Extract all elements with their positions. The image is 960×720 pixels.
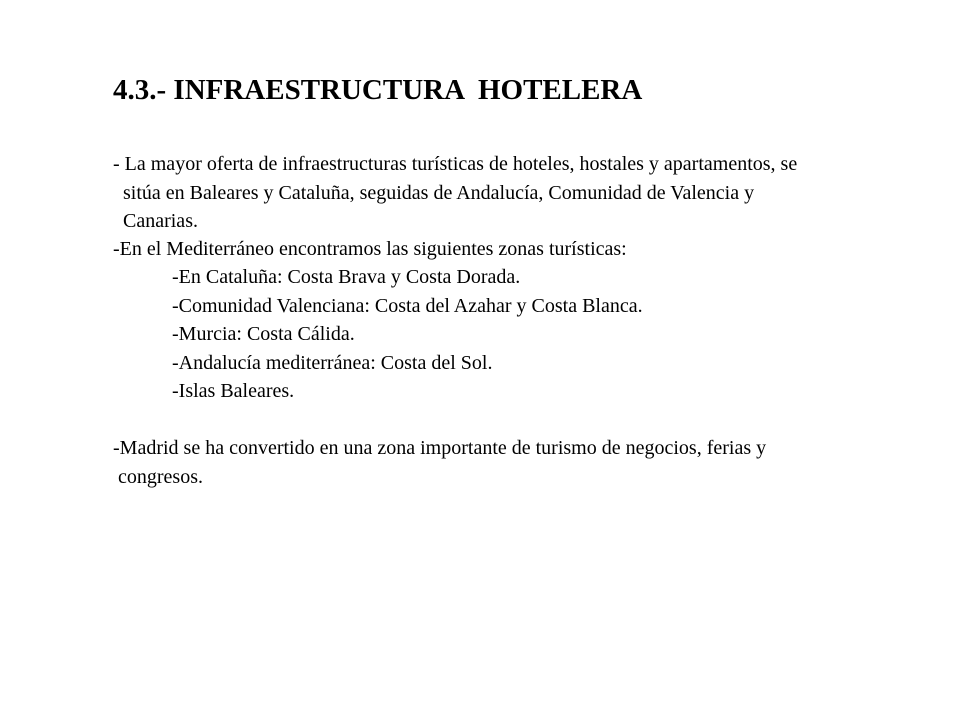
- paragraph-line: - La mayor oferta de infraestructuras turísticas de hoteles, hostales y apartamentos, se: [113, 153, 798, 175]
- zone-item: -Andalucía mediterránea: Costa del Sol.: [172, 352, 493, 374]
- paragraph-line: -Madrid se ha convertido en una zona importante de turismo de negocios, ferias y: [113, 437, 767, 459]
- paragraph-line: sitúa en Baleares y Cataluña, seguidas de Andalucía, Comunidad de Valencia y: [123, 182, 755, 204]
- zone-item: -Comunidad Valenciana: Costa del Azahar y Costa Blanca.: [172, 295, 643, 317]
- slide-title: 4.3.- INFRAESTRUCTURA HOTELERA: [113, 74, 643, 106]
- paragraph-line: -En el Mediterráneo encontramos las siguientes zonas turísticas:: [113, 238, 627, 260]
- zone-item: -Murcia: Costa Cálida.: [172, 323, 355, 345]
- paragraph-line: congresos.: [118, 466, 203, 488]
- paragraph-line: Canarias.: [123, 210, 198, 232]
- zone-item: -Islas Baleares.: [172, 380, 295, 402]
- zone-item: -En Cataluña: Costa Brava y Costa Dorada.: [172, 266, 521, 288]
